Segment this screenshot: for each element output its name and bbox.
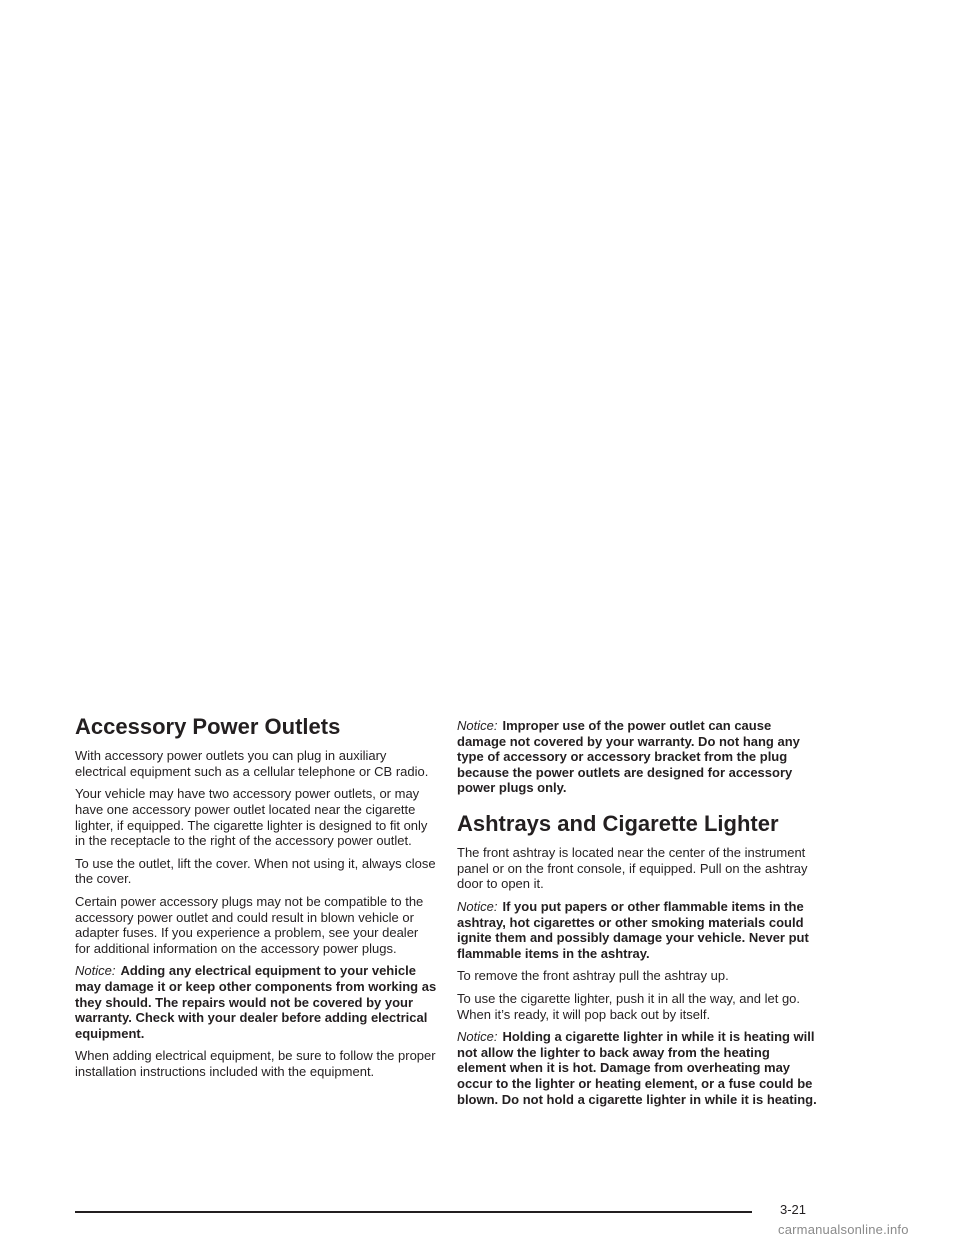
paragraph: When adding electrical equipment, be sure to follow the proper installation instructions included with the equipment.: [75, 1048, 436, 1079]
page-number: 3-21: [780, 1202, 807, 1217]
notice-block: [457, 899, 819, 961]
notice-label: Notice:: [457, 899, 498, 915]
notice-block: [75, 963, 437, 1041]
paragraph: To remove the front ashtray pull the ashtray up.: [457, 968, 729, 984]
notice-text: If you put papers or other flammable items in the ashtray, hot cigarettes or other smoking materials could ignite them and possibly damage your vehicle. Never put flammable items in the ashtray.: [457, 899, 809, 961]
paragraph: To use the cigarette lighter, push it in all the way, and let go. When it’s ready, it will pop back out by itself.: [457, 991, 801, 1022]
paragraph: Your vehicle may have two accessory power outlets, or may have one accessory power outlet located near the cigarette lighter, if equipped. The cigarette lighter is designed to fit only in the receptacle to the right of the accessory power outlet.: [75, 786, 428, 849]
notice-label: Notice:: [457, 718, 498, 733]
section-heading-ashtrays-and-cigarette-lighter: Ashtrays and Cigarette Lighter: [457, 810, 779, 836]
right-column: [457, 718, 819, 1114]
paragraph: Certain power accessory plugs may not be compatible to the accessory power outlet and could result in blown vehicle or adapter fuses. If you experience a problem, see your dealer for additional information on the accessory power plugs.: [75, 894, 424, 956]
paragraph: The front ashtray is located near the center of the instrument panel or on the front console, if equipped. Pull on the ashtray door to open it.: [457, 845, 808, 892]
section-heading-accessory-power-outlets: Accessory Power Outlets: [75, 714, 341, 739]
notice-block: [457, 718, 819, 796]
notice-text: Holding a cigarette lighter in while it is heating will not allow the lighter to back away from the heating element when it is hot. Damage from overheating may occur to the lighter or heating element, or a fuse could be blown. Do not hold a cigarette lighter in while it is heating.: [457, 1029, 817, 1107]
paragraph: To use the outlet, lift the cover. When not using it, always close the cover.: [75, 855, 436, 887]
notice-label: Notice:: [457, 1029, 498, 1045]
left-column: [75, 714, 437, 1087]
notice-text: Improper use of the power outlet can cause damage not covered by your warranty. Do not hang any type of accessory or accessory bracket from the plug because the power outlets are designed for accessory power plugs only.: [457, 718, 800, 796]
notice-text: Adding any electrical equipment to your vehicle may damage it or keep other components from working as they should. The repairs would not be covered by your warranty. Check with your dealer before adding electrical equipment.: [75, 963, 437, 1041]
footer-rule: [75, 1211, 752, 1213]
notice-label: Notice:: [75, 963, 116, 979]
notice-block: [457, 1029, 819, 1107]
watermark: carmanualsonline.info: [778, 1222, 909, 1237]
paragraph: With accessory power outlets you can plug in auxiliary electrical equipment such as a cellular telephone or CB radio.: [75, 748, 429, 779]
